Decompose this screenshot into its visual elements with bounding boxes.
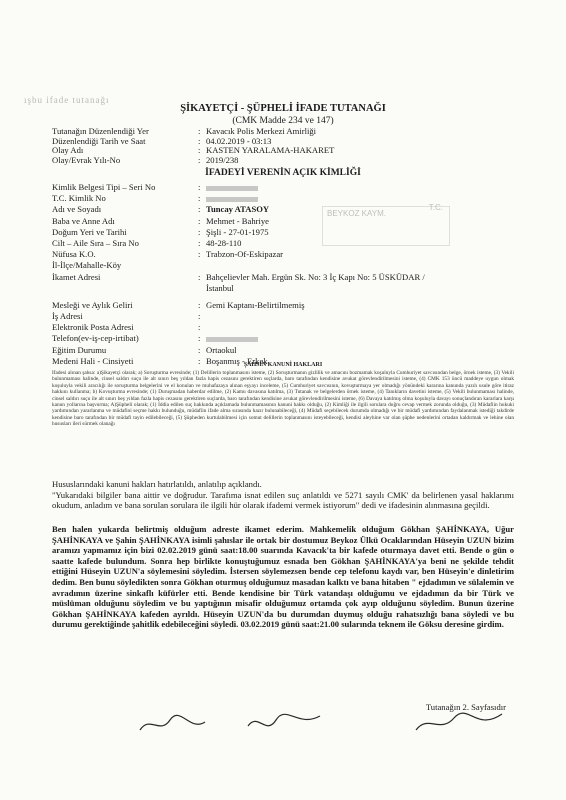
identity-row: İstanbul [206,282,234,293]
redacted-value [206,186,258,191]
identity-section-title: İFADEYİ VERENİN AÇIK KİMLİĞİ [205,168,361,178]
rights-text: İfadesi alınan şahsa: a)Şikayetçi olarak; a) Soruşturma evresinde; (1) Delillerin toplanmasını isteme, (2) Soruşturmanın gizlilik ve amacını bozmamak koşuluyla Cumhuriyet savcısından belge, örnek isteme, (3) Vekili bulunmaması halinde, cinsel saldırı suçu ile alt sınırı beş yıldan fazla hapis cezasını gerektiren suçlarda, baro tarafından kendisine avukat görevlendirilmesini isteme, (4) CMK 153 üncü maddeye uygun olmak koşuluyla vekili aracılığı ile soruşturma belgelerini ve el konulan ve muhafazaya alınan eşyayı inceleme, (5) Cumhuriyet savcısının, kovuşturmaya yer olmadığı yönündeki kararına kanunda yazılı usule göre itiraz hakkını kullanma; b) Kovuşturma evresinde; (1) Duruşmadan haberdar edilme, (2) Kamu davasına katılma, (3) Tutanak ve belgelerden örnek isteme, (4) Tanıkların davetini isteme, (5) Vekili bulunmaması halinde, cinsel saldırı suçu ile alt sınırı beş yıldan fazla hapis cezasını gerektiren suçlarda, baro tarafından kendisine avukat görevlendirilmesini isteme, (6) Davaya katılmış olma koşuluyla davayı sonuçlandıran kararlara karşı kanun yollarına başvurma; A)Şüpheli olarak; (1) İddia edilen suç hakkında açıklamada bulunmamasının kanuni hakkı olduğu, (2) Kimliği ile ilgili sorulara doğru cevap vermek zorunda olduğu, (3) Müdafiin hukuki yardımından yararlanma ve müdafini seçme hakkı bulunduğu, müdafiin ifade alma sırasında hazır bulunabileceği, (4) Müdafi seçebilecek durumda olmadığı ve bir müdafi yardımından faydalanmak istediği takdirde kendisine baro tarafından bir müdafi tayin edilebileceği, (5) Şüpheden kurtulabilmesi için somut delillerin toplanmasını isteyebileceği, kendisi aleyhine var olan şüphe nedenlerini ortadan kaldırmak ve lehine olan hususları ileri sürmek olanağı [52,370,514,428]
identity-row: T.C. Kimlik No : [52,193,542,204]
identity-row: Cilt – Aile Sıra – Sıra No : 48-28-110 [52,237,242,248]
identity-row: Medeni Hali - Cinsiyeti : Boşanmış - Erkek [52,355,268,366]
identity-row: İl-İlçe/Mahalle-Köy [52,260,122,271]
identity-row: Eğitim Durumu : Ortaokul [52,344,237,355]
redacted-value [206,197,258,202]
page-footer: Tutanağın 2. Sayfasıdır [425,702,506,712]
redacted-value [206,337,258,342]
signature-1 [130,710,220,740]
document-subtitle: (CMK Madde 234 ve 147) [232,116,334,126]
identity-row: İş Adresi : [52,311,201,322]
identity-row: Kimlik Belgesi Tipi – Seri No : [52,182,542,193]
meta-row: Olay/Evrak Yılı-No : 2019/238 [52,154,239,165]
identity-row: Baba ve Anne Adı : Mehmet - Bahriye [52,215,270,226]
signature-3 [410,708,510,738]
meta-row: Olay Adı : KASTEN YARALAMA-HAKARET [52,145,335,156]
meta-row: Tutanağın Düzenlendiği Yer : Kavacık Polis Merkezi Amirliği [52,126,317,136]
statement-body: Ben halen yukarda belirtmiş olduğum adreste ikamet ederim. Mahkemelik olduğum Gökhan ŞAHİNKAYA, Uğur ŞAHİNKAYA ve Şahin ŞAHİNKAYA isimli şahıslar ile ortak bir dostumuz Beykoz Ülkü Ocaklarından Hüseyin UZUN bizim aramızı yapmamız için bizi 02.02.2019 günü saat:18.00 suarında Kavacık'ta bir kafede oturmaya davet etti. Bende o gün o saatte kafede bulundum. Sonra hep birlikte konuştuğumuz esnada ben Gökhan ŞAHİNKAYA'ya beni ne şekilde tehdit ettiğini Hüseyin UZUN'a söylemesini söyledim. İstersen söylemezsen bende cep telefonu kaydı var, ben Hüseyin'e dinletirim dedim. Ben bunu söyledikten sonra Gökhan oturmuş olduğumuz masadan kalktı ve bana hitaben " ejdadımın ve sülalemin ve avradımın üzerine sinkaflı küfürler etti. Bende kendisine bir Türk vatandaşı olduğumu ve ejdadımın da bir Türk ve müslüman olduğunu söyledim ve bu yaptığının misafir olduğumuz ortamda çok ayıp olduğunu söyledim. Bunun üzerine Gökhan ŞAHİNKAYA kafeden ayrıldı. Hüseyin UZUN'da bu durumdan duymuş olduğu rahatsızlığı bana söyledi ve bu durumu gerektiğinde şahitlik edebileceğini söyledi. 03.02.2019 günü saat:21.00 sularında teknem ile Göksu deresine girdim. [52,524,514,630]
identity-row: Elektronik Posta Adresi : [52,322,201,333]
rights-title: ŞAHSIN KANUNİ HAKLARI [243,362,323,368]
faint-header: ışbu ifade tutanağı [24,95,110,105]
identity-row: Telefon(ev-iş-cep-irtibat) : [52,333,542,344]
statement-intro: "Yukarıdaki bilgiler bana aittir ve doğrudur. Tarafıma isnat edilen suç anlatıldı ve 5271 sayılı CMK' da belirlenen yasal haklarımı okudum, anladım ve bana sorulan sorulara ile ilgili hür olarak ifademi vermek istiyorum" dedi ve ifadesinin alınmasına geçildi. [52,490,514,511]
identity-row: Mesleği ve Aylık Geliri : Gemi Kaptanı-Belirtilmemiş [52,299,305,310]
identity-row: İkamet Adresi : Bahçelievler Mah. Ergün Sk. No: 3 İç Kapı No: 5 ÜSKÜDAR / [52,271,425,282]
rights-acknowledgement: Hususlarındaki kanuni hakları hatırlatıldı, anlatılıp açıklandı. [52,479,262,489]
signature-2 [240,708,330,738]
identity-row: Nüfusa K.O. : Trabzon-Of-Eskipazar [52,249,283,260]
meta-block [52,127,532,165]
document-title: ŞİKAYETÇİ - ŞÜPHELİ İFADE TUTANAĞI [180,103,386,114]
official-stamp: T.C. BEYKOZ KAYM. [322,206,450,246]
meta-row: Düzenlendiği Tarih ve Saat : 04.02.2019 - 03:13 [52,135,272,146]
identity-row: Doğum Yeri ve Tarihi : Şişli - 27-01-1975 [52,226,269,237]
identity-block [52,182,542,367]
identity-row: Adı ve Soyadı : Tuncay ATASOY [52,204,270,215]
